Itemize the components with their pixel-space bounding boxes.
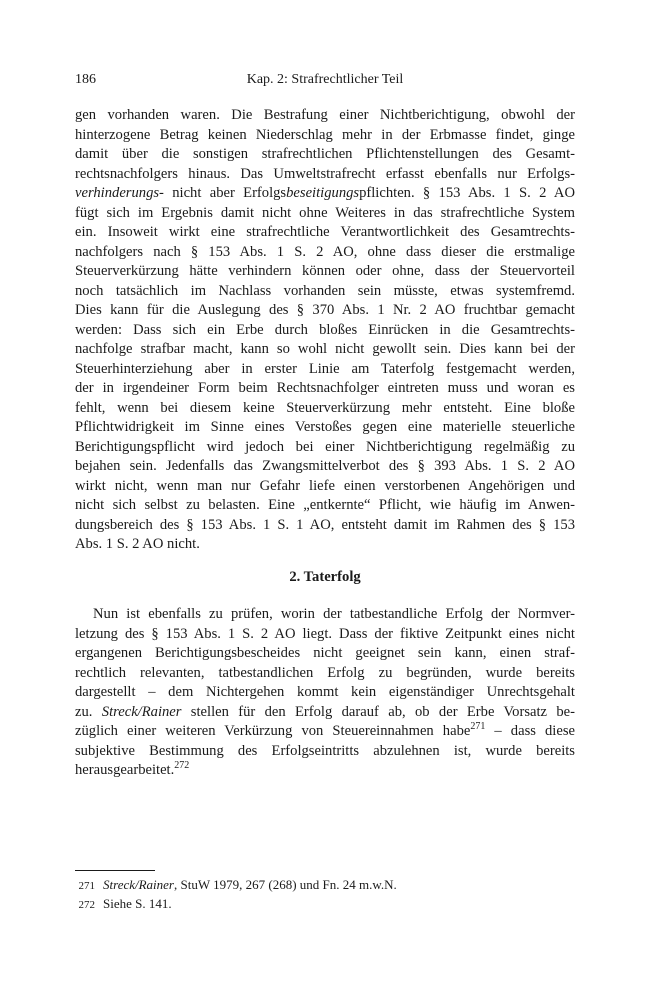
footnote-number: 271 bbox=[78, 880, 95, 892]
footnote-272 bbox=[75, 895, 575, 914]
text-line: nachfolgers nach § 153 Abs. 1 S. 2 AO, ohne dass dieser die erstmalige bbox=[75, 243, 575, 260]
text-line: Dies kann für die Auslegung des § 370 Abs. 1 Nr. 2 AO fruchtbar gemacht bbox=[75, 302, 575, 318]
text-line: subjektive Bestimmung des Erfolgseintritts abzulehnen ist, wurde bereits bbox=[75, 742, 575, 759]
text-line: werden: Dass sich ein Erbe durch bloßes Einrücken in die Gesamtrechts- bbox=[75, 321, 575, 338]
text-line: Steuerhinterziehung aber in erster Linie am Taterfolg festgemacht werden, bbox=[75, 360, 575, 377]
paragraph-2 bbox=[75, 605, 575, 781]
text-line: fehlt, wenn bei diesem keine Steuerverkürzung mehr entsteht. Eine bloße bbox=[75, 399, 575, 416]
text-line: wirkt nicht, wenn man nur Gefahr liefe einen verstorbenen Angehörigen und bbox=[75, 477, 575, 494]
footnote-271 bbox=[75, 876, 575, 895]
footnote-author: Streck/Rainer bbox=[103, 877, 174, 892]
footnote-number: 272 bbox=[78, 899, 95, 911]
text-line: Steuerverkürzung hätte verhindern können oder ohne, dass der Steuervorteil bbox=[75, 263, 575, 279]
italic-term: beseitigungs bbox=[286, 185, 360, 201]
text-line: ein. Insoweit wirkt eine strafrechtliche Verantwortlichkeit des Gesamtrechts- bbox=[75, 224, 575, 240]
text-run: zu. bbox=[75, 703, 102, 720]
text-run: stellen für den Erfolg darauf ab, ob der Erbe Vorsatz be- bbox=[181, 703, 575, 720]
text-line: noch tatsächlich im Nachlass vorhanden sein müsste, etwas systemfremd. bbox=[75, 282, 575, 299]
text-line: dungsbereich des § 153 Abs. 1 S. 1 AO, entsteht damit im Rahmen des § 153 bbox=[75, 516, 575, 533]
text-line: Pflichtwidrigkeit im Sinne eines Verstoßes gegen eine materielle steuerliche bbox=[75, 419, 575, 435]
text-line bbox=[75, 761, 575, 781]
text-line bbox=[75, 722, 575, 742]
paragraph-1 bbox=[75, 106, 575, 555]
text-line: hinterzogene Betrag keinen Niederschlag mehr in der Erbmasse findet, ginge bbox=[75, 126, 575, 143]
text-run: züglich einer weiteren Verkürzung von Steuereinnahmen habe bbox=[75, 723, 471, 739]
text-line: bejahen sein. Jedenfalls das Zwangsmittelverbot des § 393 Abs. 1 S. 2 AO bbox=[75, 458, 575, 474]
footnote-divider bbox=[75, 870, 155, 871]
italic-term: verhinderungs bbox=[75, 185, 160, 201]
text-run: pflichten. § 153 Abs. 1 S. 2 AO bbox=[359, 185, 576, 201]
footnotes bbox=[75, 876, 575, 914]
text-line: ergangenen Berichtigungsbescheides nicht geeignet sein kann, einen straf- bbox=[75, 645, 575, 661]
text-line: gen vorhanden waren. Die Bestrafung einer Nichtberichtigung, obwohl der bbox=[75, 107, 575, 123]
footnote-ref-271[interactable]: 271 bbox=[470, 721, 486, 733]
text-line: Berichtigungspflicht wird jedoch bei einer Nichtberichtigung regelmäßig zu bbox=[75, 438, 575, 455]
text-line: Abs. 1 S. 2 AO nicht. bbox=[75, 536, 200, 552]
text-line: dargestellt – dem Nichtergehen kommt kein eigenständiger Unrechtsgehalt bbox=[75, 684, 575, 700]
text-line bbox=[75, 703, 575, 723]
text-run: - nicht aber Erfolgs bbox=[159, 185, 287, 201]
text-line: nicht sich selbst zu belasten. Eine „entkernte“ Pflicht, wie häufig im Anwen- bbox=[75, 497, 575, 513]
text-run: – dass diese bbox=[485, 723, 575, 739]
text-line: fügt sich im Ergebnis damit nicht ohne Weiteres in das strafrechtliche System bbox=[75, 204, 575, 221]
text-line: der in irgendeiner Form beim Rechtsnachfolger eintreten muss und woran es bbox=[75, 380, 575, 396]
section-heading: 2. Taterfolg bbox=[289, 569, 361, 585]
text-line: nachfolge strafbar macht, kann so wohl nicht gewollt sein. Dies kann bei der bbox=[75, 341, 575, 357]
text-line: damit über die sonstigen strafrechtlichen Pflichtenstellungen des Gesamt- bbox=[75, 146, 575, 162]
footnote-ref-272[interactable]: 272 bbox=[174, 760, 190, 772]
running-title: Kap. 2: Strafrechtlicher Teil bbox=[246, 72, 404, 87]
text-line: rechtsnachfolgers hinaus. Das Umweltstrafrecht erfasst ebenfalls nur Erfolgs- bbox=[75, 165, 575, 182]
italic-author: Streck/Rainer bbox=[101, 703, 182, 720]
text-line: Nun ist ebenfalls zu prüfen, worin der tatbestandliche Erfolg der Normver- bbox=[93, 606, 575, 622]
text-run: herausgearbeitet. bbox=[75, 762, 175, 778]
text-line bbox=[75, 184, 575, 204]
footnote-text: , StuW 1979, 267 (268) und Fn. 24 m.w.N. bbox=[174, 877, 397, 892]
text-line: rechtlich relevanten, tatbestandlichen Erfolg zu begründen, wurde bereits bbox=[75, 664, 575, 681]
page-number: 186 bbox=[75, 72, 96, 87]
footnote-text: Siehe S. 141. bbox=[103, 896, 172, 911]
text-line: letzung des § 153 Abs. 1 S. 2 AO liegt. Dass der fiktive Zeitpunkt eines nicht bbox=[75, 625, 575, 642]
